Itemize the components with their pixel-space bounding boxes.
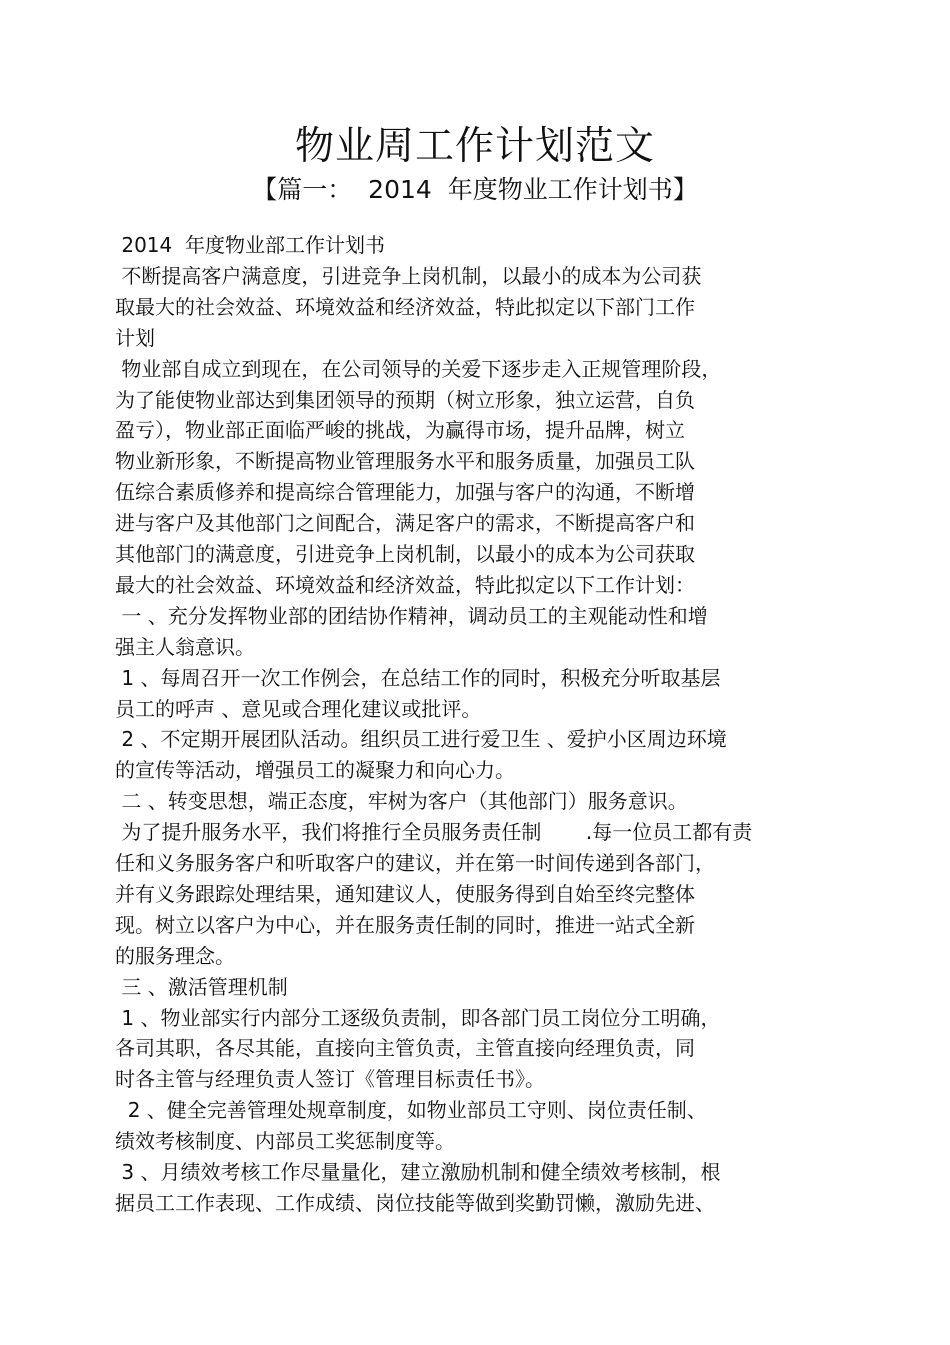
body-line: 现。树立以客户为中心，并在服务责任制的同时，推进一站式全新 (115, 912, 695, 937)
body-line: 不断提高客户满意度，引进竞争上岗机制，以最小的成本为公司获 (115, 263, 702, 288)
body-line: 据员工工作表现、工作成绩、岗位技能等做到奖勤罚懒，激励先进、 (115, 1190, 715, 1215)
body-line: 伍综合素质修养和提高综合管理能力，加强与客户的沟通，不断增 (115, 480, 695, 505)
body-line: 绩效考核制度、内部员工奖惩制度等。 (115, 1129, 455, 1154)
body-line: 2 、健全完善管理处规章制度，如物业部员工守则、岗位责任制、 (115, 1098, 707, 1123)
body-line: 取最大的社会效益、环境效益和经济效益，特此拟定以下部门工作 (115, 294, 695, 319)
document-title: 物业周工作计划范文 (294, 124, 655, 169)
body-line: 时各主管与经理负责人签订《管理目标责任书》。 (115, 1067, 545, 1092)
body-line: 各司其职，各尽其能，直接向主管负责，主管直接向经理负责，同 (115, 1036, 695, 1061)
body-line: 2014 年度物业部工作计划书 (115, 233, 385, 257)
document-subtitle: 【篇一： 2014 年度物业工作计划书】 (252, 175, 698, 204)
body-line: 2 、不定期开展团队活动。组织员工进行爱卫生 、爱护小区周边环境 (115, 727, 727, 752)
body-line: 盈亏），物业部正面临严峻的挑战，为赢得市场，提升品牌，树立 (115, 418, 685, 443)
body-line: 强主人翁意识。 (115, 634, 255, 659)
body-line: 1 、物业部实行内部分工逐级负责制，即各部门员工岗位分工明确， (115, 1005, 721, 1030)
body-line: 其他部门的满意度，引进竞争上岗机制，以最小的成本为公司获取 (115, 542, 695, 566)
body-line: 物业部自成立到现在，在公司领导的关爱下逐步走入正规管理阶段， (115, 356, 722, 381)
body-line: 三 、激活管理机制 (115, 974, 288, 999)
body-line: 进与客户及其他部门之间配合，满足客户的需求，不断提高客户和 (115, 511, 695, 536)
body-line: 二 、转变思想，端正态度，牢树为客户（其他部门）服务意识。 (115, 789, 688, 814)
body-line: 任和义务服务客户和听取客户的建议，并在第一时间传递到各部门， (115, 851, 715, 875)
body-line: 的服务理念。 (115, 943, 235, 968)
body-line: 物业新形象，不断提高物业管理服务水平和服务质量，加强员工队 (115, 449, 695, 474)
body-line: 计划 (115, 325, 155, 350)
body-line: 最大的社会效益、环境效益和经济效益，特此拟定以下工作计划： (115, 572, 695, 597)
body-line: 员工的呼声 、意见或合理化建议或批评。 (115, 696, 482, 721)
body-line: 1 、每周召开一次工作例会，在总结工作的同时，积极充分听取基层 (115, 665, 721, 690)
body-line: 为了能使物业部达到集团领导的预期（树立形象，独立运营，自负 (115, 387, 695, 412)
body-line: 并有义务跟踪处理结果，通知建议人，使服务得到自始至终完整体 (115, 881, 695, 906)
body-line: 一 、充分发挥物业部的团结协作精神，调动员工的主观能动性和增 (115, 603, 708, 628)
body-line: 3 、月绩效考核工作尽量量化，建立激励机制和健全绩效考核制，根 (115, 1160, 721, 1184)
body-line: 的宣传等活动，增强员工的凝聚力和向心力。 (115, 758, 515, 783)
body-line: 为了提升服务水平，我们将推行全员服务责任制 .每一位员工都有责 (115, 820, 753, 845)
